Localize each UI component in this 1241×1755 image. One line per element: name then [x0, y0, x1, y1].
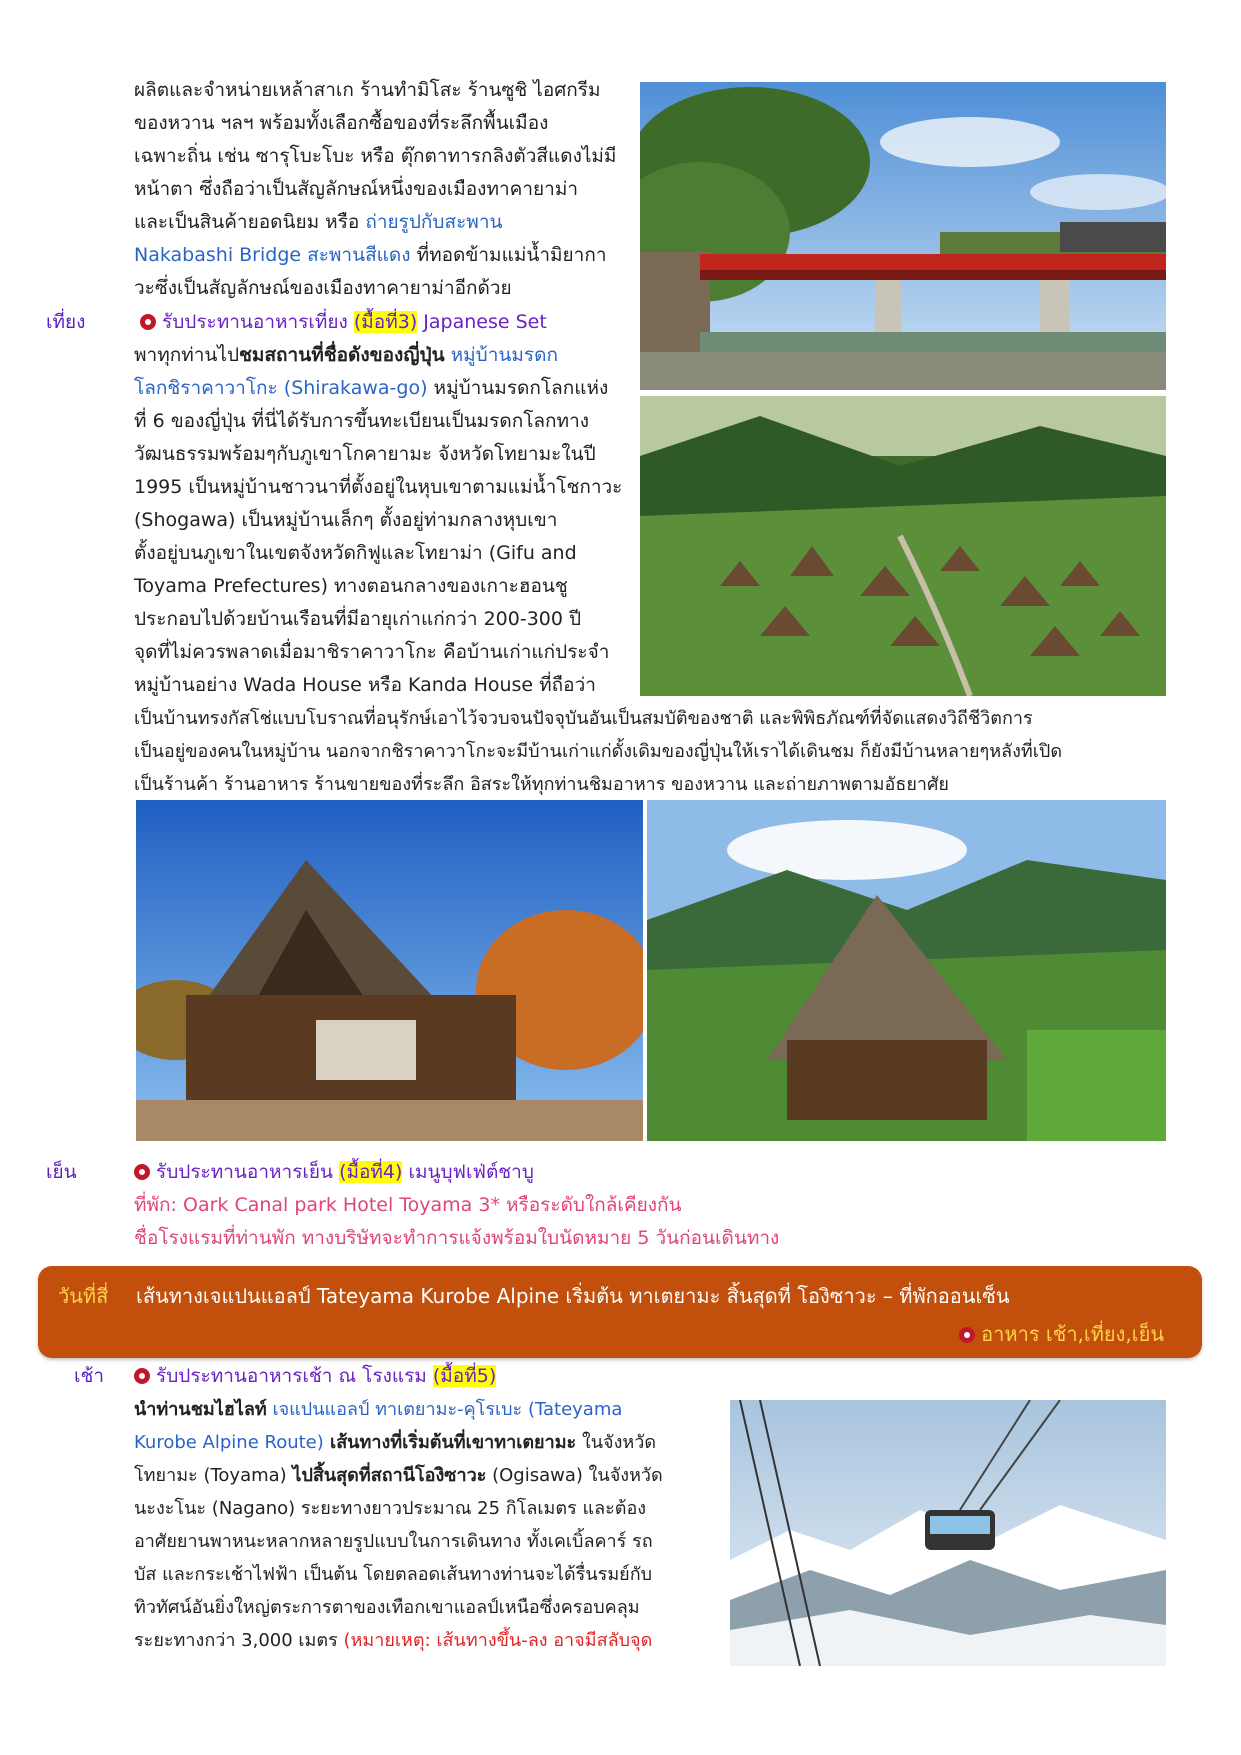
meal-number-badge: (มื้อที่5) — [432, 1365, 497, 1387]
breakfast-meal-line: รับประทานอาหารเช้า ณ โรงแรม (มื้อที่5) — [134, 1360, 496, 1393]
text-line: ตั้งอยู่บนภูเขาในเขตจังหวัดกิฟูและโทยาม่า (Gifu and — [134, 542, 577, 564]
intro-paragraph — [134, 74, 624, 305]
text-line: 1995 เป็นหมู่บ้านชาวนาที่ตั้งอยู่ในหุบเขาตามแม่น้ำโชกาวะ — [134, 476, 623, 498]
text-line: Nakabashi Bridge สะพานสีแดง ที่ทอดข้ามแม่น้ำมิยากา — [134, 244, 607, 266]
dinner-meal-line: รับประทานอาหารเย็น (มื้อที่4) เมนูบุฟเฟ่ต์ชาบู — [134, 1156, 534, 1189]
alpine-paragraph — [134, 1393, 714, 1657]
lunch-meal-line: รับประทานอาหารเที่ยง (มื้อที่3) Japanese Set — [140, 306, 547, 339]
text-line: อาศัยยานพาหนะหลากหลายรูปแบบในการเดินทาง ทั้งเคเบิ้ลคาร์ รถ — [134, 1531, 653, 1552]
day-route: เส้นทางเจแปนแอลป์ Tateyama Kurobe Alpine เริ่มต้น ทาเตยามะ สิ้นสุดที่ โองิซาวะ – ที่พักออนเซ็น — [136, 1284, 1010, 1308]
dish-icon — [140, 314, 156, 330]
text-line: ของหวาน ฯลฯ พร้อมทั้งเลือกซื้อของที่ระลึกพื้นเมือง — [134, 112, 549, 134]
text-line: หมู่บ้านอย่าง Wada House หรือ Kanda House ที่ถือว่า — [134, 674, 596, 696]
lunch-label: เที่ยง — [46, 311, 86, 333]
gassho-house-photo-left — [136, 800, 643, 1141]
dish-icon — [134, 1164, 150, 1180]
text-line: Toyama Prefectures) ทางตอนกลางของเกาะฮอนชู — [134, 575, 568, 597]
day-label: วันที่สี่ — [58, 1284, 109, 1308]
nakabashi-bridge-photo — [640, 82, 1166, 390]
text-line: ทิวทัศน์อันยิ่งใหญ่ตระการตาของเทือกเขาแอลป์เหนือซึ่งครอบคลุม — [134, 1597, 640, 1618]
text-line: เป็นอยู่ของคนในหมู่บ้าน นอกจากชิราคาวาโกะจะมีบ้านเก่าแก่ดั้งเดิมของญี่ปุ่นให้เราได้เดินชม ก็ยังมีบ้านหลายๆหลังที่เปิด — [134, 741, 1063, 762]
dish-icon — [959, 1327, 975, 1343]
nakabashi-link-text: ถ่ายรูปกับสะพาน — [365, 211, 503, 233]
text-line: เป็นร้านค้า ร้านอาหาร ร้านขายของที่ระลึก อิสระให้ทุกท่านชิมอาหาร ของหวาน และถ่ายภาพตามอัธยาศัย — [134, 774, 949, 795]
text-line: นะงะโนะ (Nagano) ระยะทางยาวประมาณ 25 กิโลเมตร และต้อง — [134, 1498, 647, 1519]
meal-number-badge: (มื้อที่4) — [339, 1161, 403, 1183]
text-line: วัฒนธรรมพร้อมๆกับภูเขาโกคายามะ จังหวัดโทยามะในปี — [134, 443, 596, 465]
text-line: Kurobe Alpine Route) เส้นทางที่เริ่มต้นที่เขาทาเตยามะ ในจังหวัด — [134, 1432, 657, 1453]
text-line: (Shogawa) เป็นหมู่บ้านเล็กๆ ตั้งอยู่ท่ามกลางหุบเขา — [134, 509, 558, 531]
hotel-note: ชื่อโรงแรมที่ท่านพัก ทางบริษัทจะทำการแจ้งพร้อมใบนัดหมาย 5 วันก่อนเดินทาง — [134, 1227, 780, 1249]
text-line: โลกชิราคาวาโกะ (Shirakawa-go) หมู่บ้านมรดกโลกแห่ง — [134, 377, 609, 399]
text-line: บัส และกระเช้าไฟฟ้า เป็นต้น โดยตลอดเส้นทางท่านจะได้รื่นรมย์กับ — [134, 1564, 653, 1585]
hotel-line: ที่พัก: Oark Canal park Hotel Toyama 3* หรือระดับใกล้เคียงกัน — [134, 1194, 682, 1216]
text-line: ผลิตและจำหน่ายเหล้าสาเก ร้านทำมิโสะ ร้านซูชิ ไอศกรีม — [134, 79, 601, 101]
gassho-house-photo-right — [647, 800, 1166, 1141]
text-line: หน้าตา ซึ่งถือว่าเป็นสัญลักษณ์หนึ่งของเมืองทาคายาม่า — [134, 178, 579, 200]
text-line: จุดที่ไม่ควรพลาดเมื่อมาชิราคาวาโกะ คือบ้านเก่าแก่ประจำ — [134, 641, 610, 663]
text-line: โทยามะ (Toyama) ไปสิ้นสุดที่สถานีโองิซาวะ (Ogisawa) ในจังหวัด — [134, 1465, 663, 1486]
day-meals: อาหาร เช้า,เที่ยง,เย็น — [959, 1318, 1164, 1350]
text-line: พาทุกท่านไปชมสถานที่ชื่อดังของญี่ปุ่น หมู่บ้านมรดก — [134, 344, 558, 366]
dinner-label: เย็น — [46, 1161, 77, 1183]
text-line: เฉพาะถิ่น เช่น ซารุโบะโบะ หรือ ตุ๊กตาทารกลิงตัวสีแดงไม่มี — [134, 145, 617, 167]
dish-icon — [134, 1368, 150, 1384]
shirakawa-village-aerial-photo — [640, 396, 1166, 696]
ropeway-photo — [730, 1400, 1166, 1666]
shirakawa-paragraph-cont — [134, 702, 1174, 801]
text-line: ประกอบไปด้วยบ้านเรือนที่มีอายุเก่าแก่กว่า 200-300 ปี — [134, 608, 582, 630]
shirakawa-paragraph — [134, 339, 624, 702]
breakfast-label: เช้า — [74, 1365, 105, 1387]
text-line: ระยะทางกว่า 3,000 เมตร (หมายเหตุ: เส้นทางขึ้น-ลง อาจมีสลับจุด — [134, 1630, 653, 1651]
text-line: เป็นบ้านทรงกัสโช่แบบโบราณที่อนุรักษ์เอาไว้จวบจนปัจจุบันอันเป็นสมบัติของชาติ และพิพิธภัณฑ์ที่จัดแสดงวิถีชีวิตการ — [134, 708, 1033, 729]
text-line: วะซึ่งเป็นสัญลักษณ์ของเมืองทาคายาม่าอีกด้วย — [134, 277, 512, 299]
text-line: และเป็นสินค้ายอดนิยม หรือ ถ่ายรูปกับสะพาน — [134, 211, 503, 233]
day-banner — [38, 1266, 1202, 1358]
meal-number-badge: (มื้อที่3) — [353, 311, 418, 333]
text-line: ที่ 6 ของญี่ปุ่น ที่นี่ได้รับการขึ้นทะเบียนเป็นมรดกโลกทาง — [134, 410, 590, 432]
text-line: นำท่านชมไฮไลท์ เจแปนแอลป์ ทาเตยามะ-คุโรเบะ (Tateyama — [134, 1399, 623, 1420]
